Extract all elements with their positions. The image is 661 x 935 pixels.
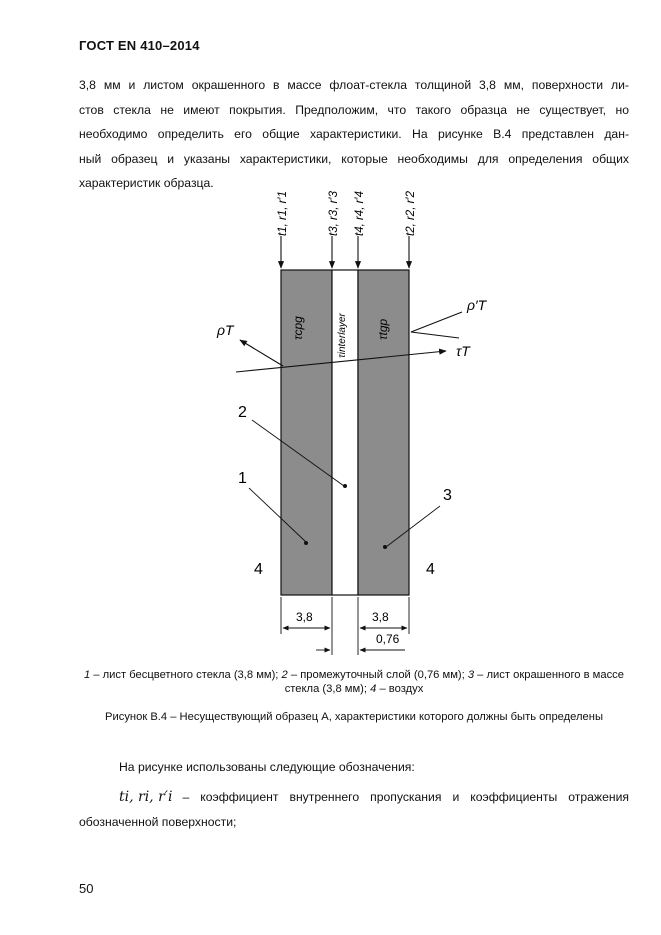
notation-line	[79, 785, 629, 810]
dim-label-interlayer: 0,76	[376, 632, 400, 646]
air-label-left: 4	[254, 561, 263, 578]
paragraph-line: 3,8 мм и листом окрашенного в массе флоат-стекла толщиной 3,8 мм, поверхности ли-	[79, 78, 629, 92]
figure-title: Рисунок В.4 – Несуществующий образец А, характеристики которого должны быть определены	[105, 711, 603, 723]
legend-num: 2	[281, 669, 288, 681]
rho-t-prime-label: ρ′T	[467, 297, 487, 313]
point-2	[343, 484, 347, 488]
surface-label-4: t4, r4, r′4	[354, 191, 366, 236]
notation-symbol: ti, ri, r′i	[119, 789, 173, 805]
legend-num: 1	[83, 669, 91, 681]
surface-label-2: t2, r2, r′2	[405, 191, 417, 236]
reflection-ray-back	[411, 312, 462, 338]
legend-text: – промежуточный слой (0,76 мм);	[287, 669, 468, 681]
figure-legend	[79, 668, 629, 696]
dim-label-tinted: 3,8	[372, 610, 389, 624]
legend-text: – лист бесцветного стекла (3,8 мм);	[90, 669, 282, 681]
callout-1: 1	[238, 470, 247, 487]
dim-label-clear: 3,8	[296, 610, 313, 624]
surface-label-1: t1, r1, r′1	[277, 191, 289, 236]
callout-2: 2	[238, 404, 247, 421]
legend-num: 4	[370, 683, 377, 695]
callout-3: 3	[443, 487, 452, 504]
paragraph-notation-intro: На рисунке использованы следующие обозначения:	[119, 760, 415, 774]
document-header: ГОСТ EN 410–2014	[79, 38, 200, 53]
glass-layer-clear	[281, 270, 332, 595]
legend-num: 3	[467, 669, 475, 681]
paragraph-line: стов стекла не имеют покрытия. Предположим, что такого образца не существует, но	[79, 102, 629, 117]
layer-label-tgp: τtgp	[376, 318, 390, 340]
layer-label-interlayer: τinterlayer	[337, 313, 348, 358]
notation-text: – коэффициент внутреннего пропускания и коэффициенты отражения	[182, 790, 629, 804]
point-1	[304, 541, 308, 545]
rho-t-label: ρT	[217, 322, 234, 338]
legend-text: – воздух	[376, 683, 424, 695]
paragraph-line: характеристик образца.	[79, 176, 214, 190]
paragraph-line: ный образец и указаны характеристики, которые необходимы для определения общих	[79, 151, 629, 166]
page-number: 50	[79, 881, 94, 896]
tau-t-label: τT	[456, 343, 470, 359]
legend-text: – лист окрашенного в массе стекла (3,8 мм);	[284, 669, 624, 695]
reflection-ray-front	[240, 340, 283, 366]
paragraph-notation	[79, 785, 629, 834]
air-label-right: 4	[426, 561, 435, 578]
layer-label-cpg: τcpg	[291, 316, 305, 340]
notation-line-2: обозначенной поверхности;	[79, 814, 237, 829]
point-3	[383, 545, 387, 549]
surface-label-3: t3, r3, r′3	[328, 191, 340, 236]
paragraph-line: необходимо определить его общие характеристики. На рисунке В.4 представлен дан-	[79, 127, 629, 141]
